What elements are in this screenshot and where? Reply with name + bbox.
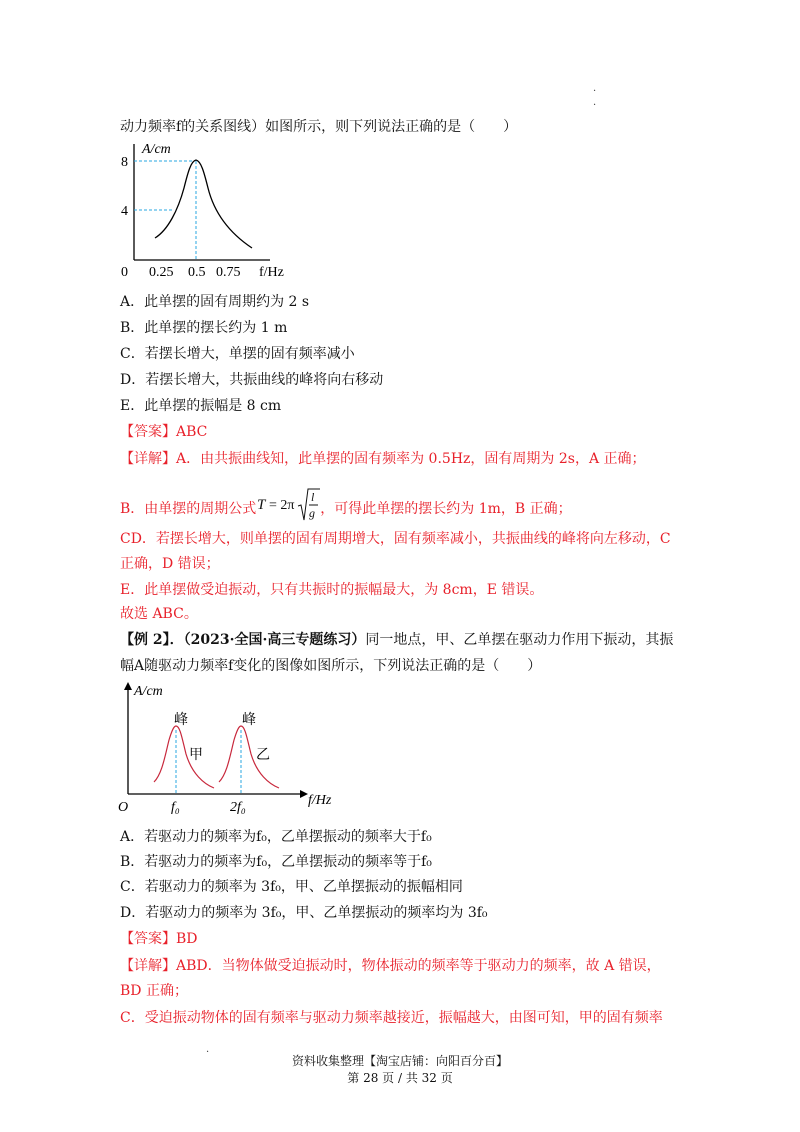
page-number: 第 28 页 / 共 32 页 bbox=[347, 1071, 453, 1085]
q1-answer: 【答案】ABC bbox=[120, 424, 208, 440]
q1-detail-post: ，可得此单摆的摆长约为 1m，B 正确； bbox=[320, 501, 572, 517]
q2-answer: 【答案】BD bbox=[120, 931, 198, 947]
corner-dot: · bbox=[593, 100, 597, 111]
resonance-curve bbox=[155, 160, 252, 248]
q2-label: 【例 2】． bbox=[120, 632, 184, 648]
q2-detail: 【详解】ABD．当物体做受迫振动时，物体振动的频率等于驱动力的频率，故 A 错误， bbox=[120, 958, 661, 974]
period-formula bbox=[256, 486, 320, 526]
q2-detail: BD 正确； bbox=[120, 983, 188, 999]
q1-option: C．若摆长增大，单摆的固有频率减小 bbox=[120, 346, 355, 362]
q2-option: D．若驱动力的频率为 3f₀，甲、乙单摆振动的频率均为 3f₀ bbox=[120, 905, 488, 921]
q1-option: E．此单摆的振幅是 8 cm bbox=[120, 398, 282, 414]
x-label: f/Hz bbox=[259, 265, 284, 280]
q2-detail: C．受迫振动物体的固有频率与驱动力频率越接近，振幅越大，由图可知，甲的固有频率 bbox=[120, 1010, 663, 1026]
x-label: f/Hz bbox=[308, 793, 332, 808]
q1-detail: CD．若摆长增大，则单摆的固有周期增大，固有频率减小，共振曲线的峰将向左移动，C bbox=[120, 531, 671, 547]
q1-option: B．此单摆的摆长约为 1 m bbox=[120, 320, 288, 336]
y-label: A/cm bbox=[134, 684, 163, 699]
peak-label-1: 峰 bbox=[174, 713, 188, 728]
q1-detail-pre: B．由单摆的周期公式 bbox=[120, 501, 257, 517]
q1-detail: 【详解】A．由共振曲线知，此单摆的固有频率为 0.5Hz，固有周期为 2s，A 正确； bbox=[120, 451, 646, 467]
q1-detail: 正确，D 错误； bbox=[120, 556, 220, 572]
q2-option: B．若驱动力的频率为f₀，乙单摆振动的频率等于f₀ bbox=[120, 854, 432, 870]
q2-stem-a: 同一地点，甲、乙单摆在驱动力作用下振动，其振 bbox=[365, 632, 674, 648]
q1-option: D．若摆长增大，共振曲线的峰将向右移动 bbox=[120, 372, 384, 388]
svg-text:g: g bbox=[309, 506, 316, 520]
q2-option: A．若驱动力的频率为f₀，乙单摆振动的频率大于f₀ bbox=[120, 829, 432, 845]
ytick-4: 4 bbox=[121, 204, 128, 219]
xtick-075: 0.75 bbox=[216, 265, 241, 280]
xtick-f0: f₀ bbox=[171, 800, 180, 815]
curve-label-yi: 乙 bbox=[256, 748, 270, 763]
q1-detail-formula-line bbox=[120, 489, 572, 529]
origin: 0 bbox=[121, 265, 128, 280]
resonance-graph-2 bbox=[118, 678, 348, 818]
svg-text:l: l bbox=[311, 490, 315, 504]
q2-stem-b: 幅A随驱动力频率f变化的图像如图所示，下列说法正确的是（ ） bbox=[120, 658, 542, 674]
q2-source: （2023·全国·高三专题练习） bbox=[183, 632, 366, 648]
svg-text:= 2π: = 2π bbox=[269, 498, 295, 513]
origin: O bbox=[118, 800, 129, 815]
curve-yi bbox=[219, 726, 279, 788]
curve-label-jia: 甲 bbox=[189, 748, 203, 763]
corner-dot: · bbox=[593, 86, 597, 97]
y-label: A/cm bbox=[142, 142, 171, 157]
resonance-graph-1 bbox=[118, 140, 318, 280]
curve-jia bbox=[154, 726, 214, 788]
xtick-05: 0.5 bbox=[188, 265, 206, 280]
q1-detail: 故选 ABC。 bbox=[120, 606, 198, 622]
footer-dot: · bbox=[206, 1047, 210, 1058]
q1-detail: E．此单摆做受迫振动，只有共振时的振幅最大，为 8cm，E 错误。 bbox=[120, 582, 544, 598]
footer-source: 资料收集整理【淘宝店铺：向阳百分百】 bbox=[291, 1054, 508, 1068]
q2-stem-line-1 bbox=[120, 631, 673, 649]
peak-label-2: 峰 bbox=[242, 713, 256, 728]
q1-option: A．此单摆的固有周期约为 2 s bbox=[120, 294, 310, 310]
xtick-025: 0.25 bbox=[149, 265, 174, 280]
svg-text:T: T bbox=[257, 497, 266, 513]
xtick-2f0: 2f₀ bbox=[230, 800, 246, 815]
ytick-8: 8 bbox=[121, 155, 128, 170]
q2-option: C．若驱动力的频率为 3f₀，甲、乙单摆振动的振幅相同 bbox=[120, 879, 463, 895]
q1-stem: 动力频率f的关系图线）如图所示，则下列说法正确的是（ ） bbox=[120, 119, 518, 135]
